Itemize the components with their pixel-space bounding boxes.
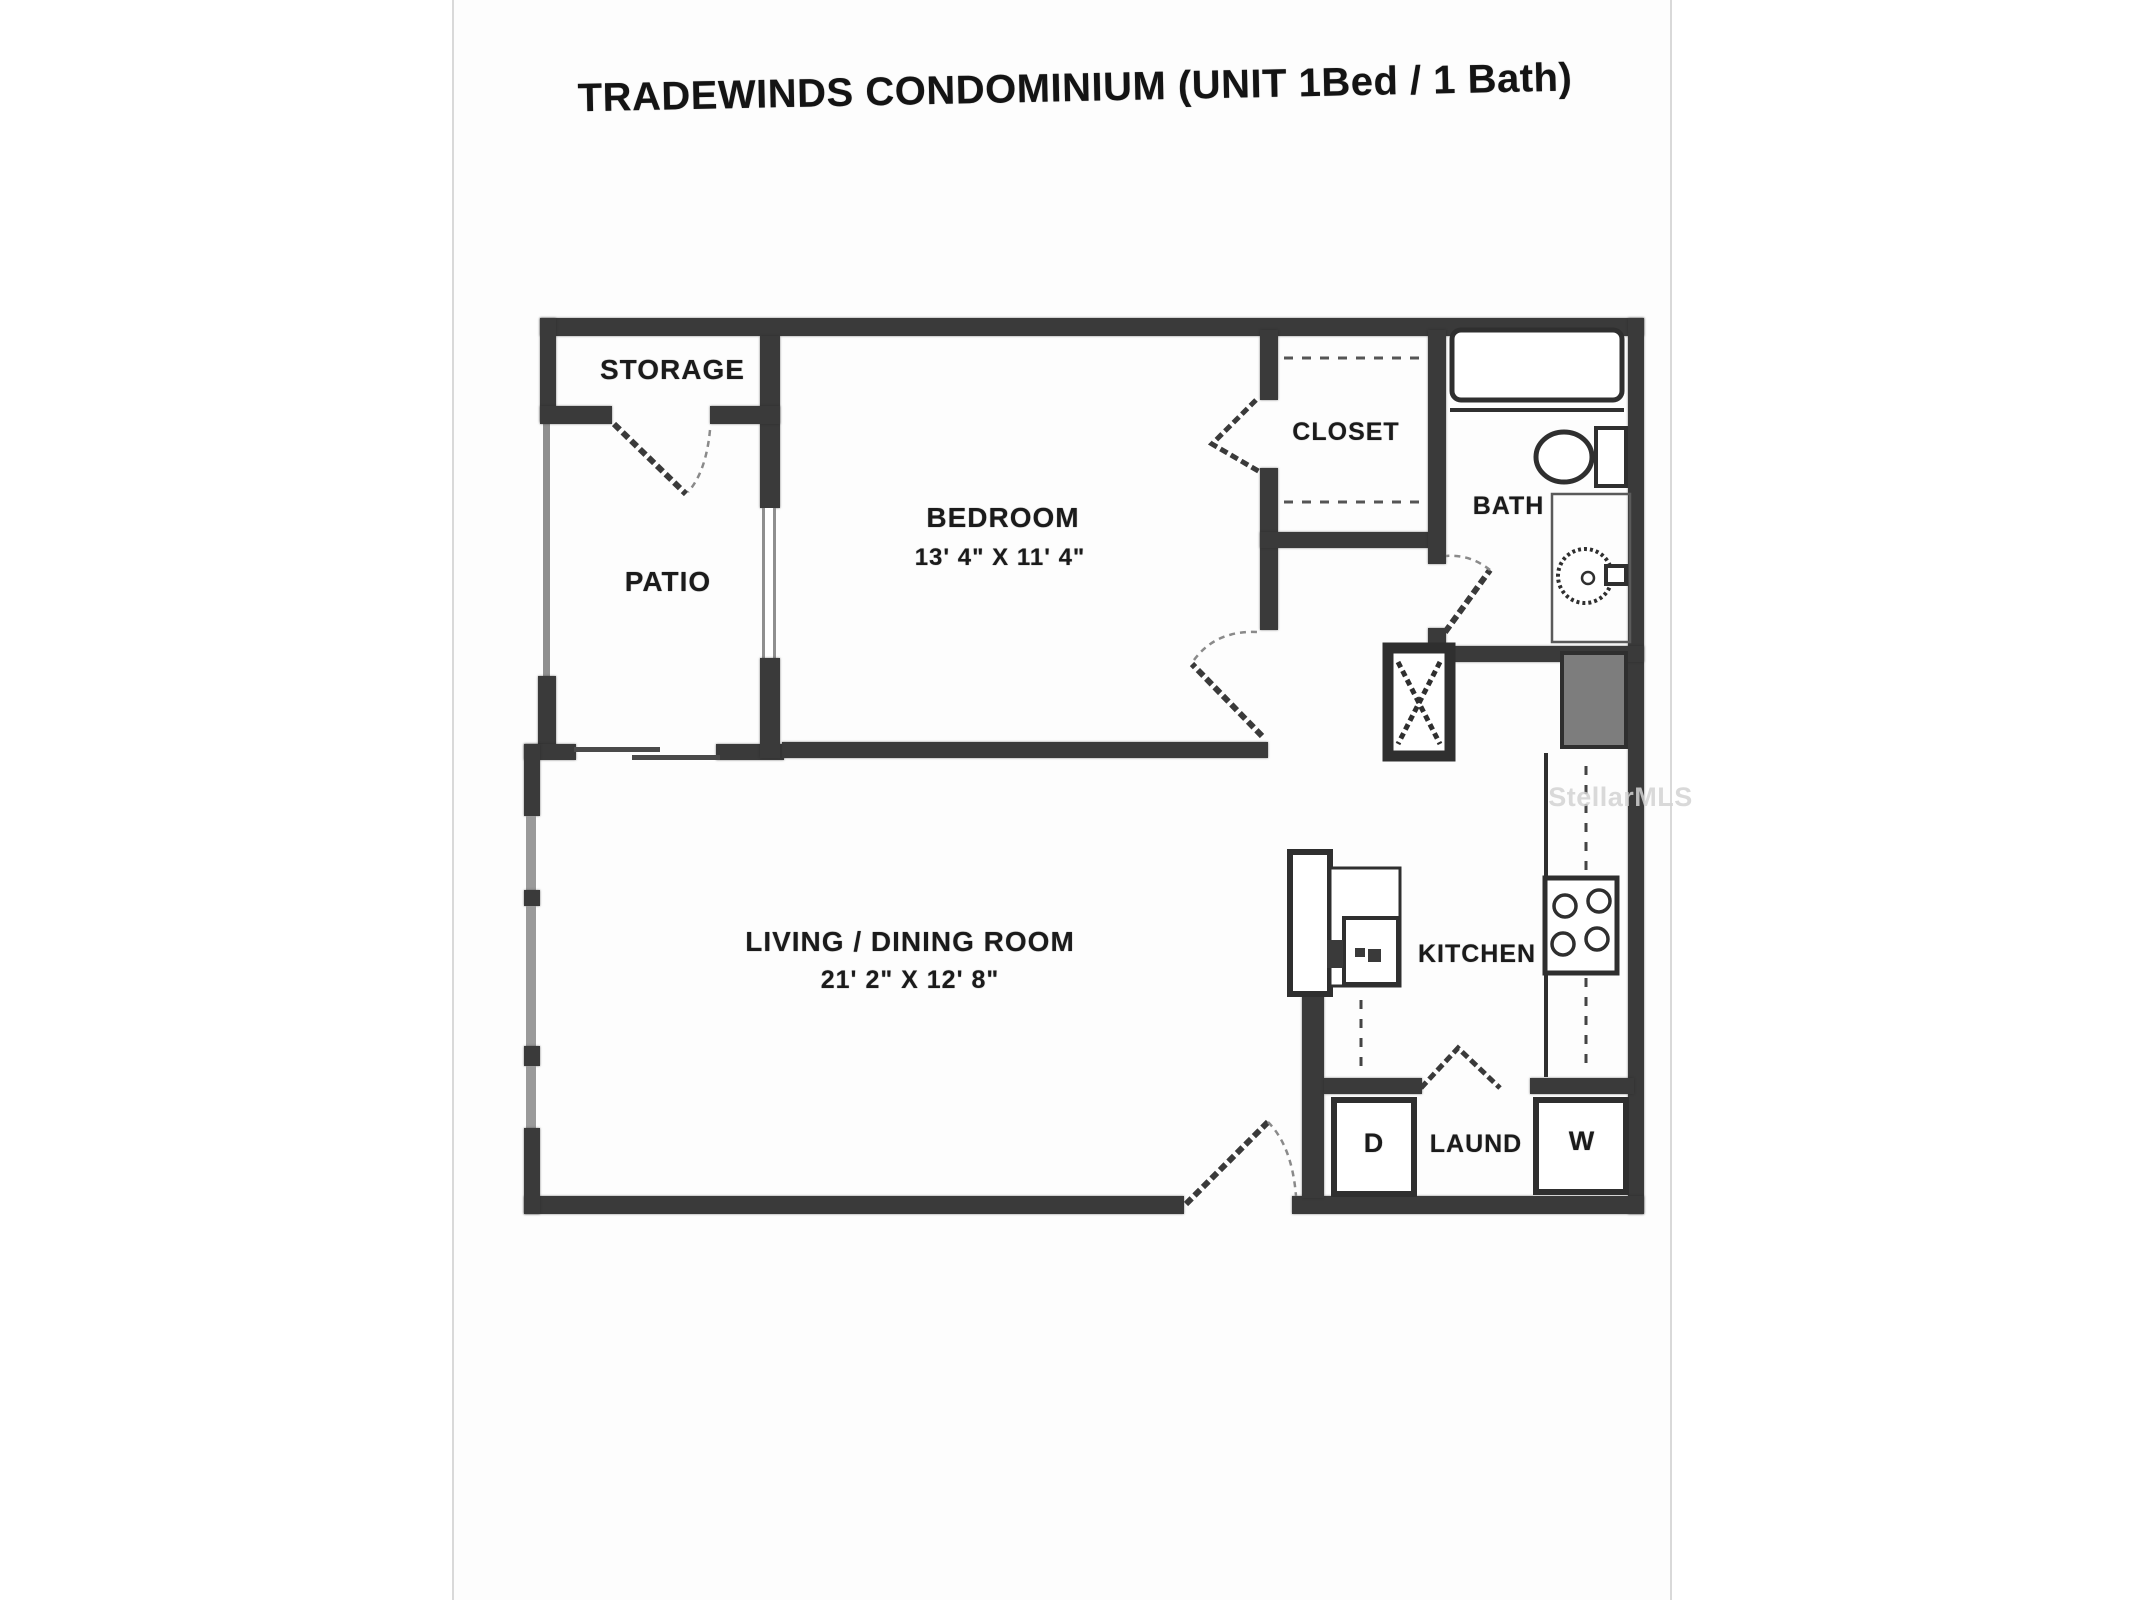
storage-label: STORAGE (600, 354, 745, 385)
bath-door-swing (1438, 556, 1490, 642)
page-title: TRADEWINDS CONDOMINIUM (UNIT 1Bed / 1 Bath) (577, 55, 1573, 121)
laundry-label: LAUND (1429, 1130, 1523, 1158)
stellar-mls-watermark: StellarMLS (1548, 782, 1693, 812)
bedroom-door-swing (1192, 632, 1262, 736)
living-dining-dimensions: 21' 2" X 12' 8" (820, 966, 1000, 994)
laundry-bifold-door (1421, 1048, 1500, 1088)
closet-bifold-door (1212, 400, 1260, 472)
bath-label: BATH (1472, 492, 1545, 520)
closet-label: CLOSET (1292, 418, 1400, 446)
dryer-label: D (1363, 1128, 1385, 1158)
entry-door-swing (1186, 1122, 1296, 1204)
storage-door-swing (614, 424, 710, 494)
washer-label: W (1568, 1126, 1596, 1156)
toilet-icon (1536, 428, 1626, 486)
living-dining-label: LIVING / DINING ROOM (745, 926, 1075, 957)
bedroom-dimensions: 13' 4" X 11' 4" (914, 544, 1086, 571)
bath-vanity-sink (1552, 494, 1630, 642)
kitchen-label: KITCHEN (1417, 940, 1537, 968)
bathtub (1450, 330, 1624, 410)
patio-label: PATIO (624, 566, 712, 597)
refrigerator (1562, 653, 1626, 747)
utility-closet (1388, 648, 1450, 756)
kitchen-island-sink (1290, 852, 1400, 1074)
stove-icon (1545, 878, 1617, 973)
bedroom-label: BEDROOM (926, 502, 1080, 533)
